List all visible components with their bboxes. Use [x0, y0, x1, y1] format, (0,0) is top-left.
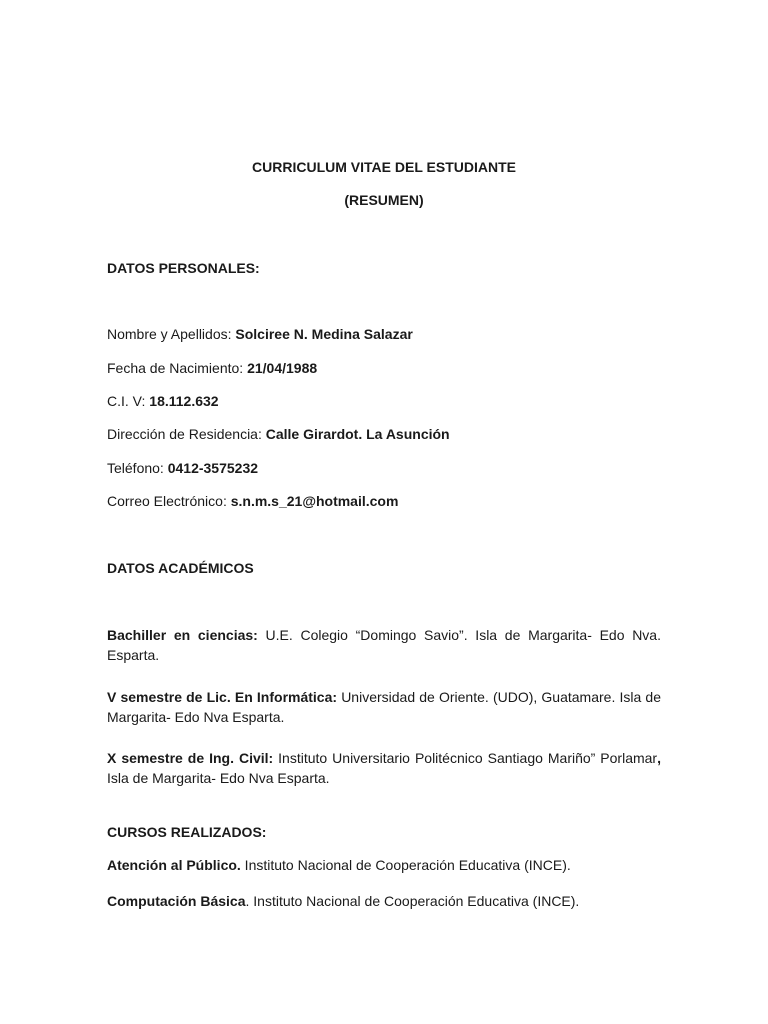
- field-email: [107, 491, 398, 511]
- field-value: 18.112.632: [149, 393, 219, 409]
- field-value: Solciree N. Medina Salazar: [235, 326, 413, 342]
- academic-entry-bachiller: [107, 625, 661, 665]
- entry-separator: ,: [657, 750, 661, 766]
- course-entry-computacion: [107, 891, 579, 911]
- field-birthdate: [107, 358, 317, 378]
- document-title: CURRICULUM VITAE DEL ESTUDIANTE: [252, 159, 516, 175]
- field-label: Nombre y Apellidos:: [107, 326, 236, 342]
- field-value: 0412-3575232: [167, 460, 259, 476]
- academic-entry-civil: [107, 748, 661, 788]
- field-label: C.I. V:: [107, 393, 150, 409]
- academic-entry-informatica: [107, 687, 661, 727]
- entry-title: Bachiller en ciencias:: [107, 627, 258, 643]
- section-heading-academic: DATOS ACADÉMICOS: [107, 560, 254, 576]
- field-value: 21/04/1988: [247, 360, 318, 376]
- field-value: s.n.m.s_21@hotmail.com: [230, 493, 399, 509]
- entry-detail: Isla de Margarita- Edo Nva Esparta.: [107, 770, 330, 786]
- entry-detail: . Instituto Nacional de Cooperación Educativa (INCE).: [245, 893, 580, 909]
- entry-title: V semestre de Lic. En Informática:: [107, 689, 338, 705]
- section-heading-personal: DATOS PERSONALES:: [107, 260, 260, 276]
- entry-title: X semestre de Ing. Civil:: [107, 750, 274, 766]
- course-entry-atencion: [107, 855, 571, 875]
- section-heading-courses: CURSOS REALIZADOS:: [107, 824, 267, 840]
- field-label: Dirección de Residencia:: [107, 426, 266, 442]
- entry-detail: Instituto Universitario Politécnico Santiago Mariño” Porlamar: [273, 750, 658, 766]
- entry-title: Atención al Público.: [107, 857, 241, 873]
- entry-detail: U.E. Colegio “Domingo Savio”. Isla de Margarita- Edo Nva. Esparta.: [107, 627, 661, 663]
- entry-title: Computación Básica: [107, 893, 246, 909]
- field-id-number: [107, 391, 219, 411]
- field-value: Calle Girardot. La Asunción: [265, 426, 450, 442]
- field-phone: [107, 458, 258, 478]
- field-label: Correo Electrónico:: [107, 493, 231, 509]
- field-label: Teléfono:: [107, 460, 168, 476]
- field-address: [107, 424, 450, 444]
- document-subtitle: (RESUMEN): [344, 192, 424, 208]
- entry-detail: Instituto Nacional de Cooperación Educativa (INCE).: [240, 857, 571, 873]
- entry-detail: Universidad de Oriente. (UDO), Guatamare. Isla de Margarita- Edo Nva Esparta.: [107, 689, 661, 725]
- field-name: [107, 324, 413, 344]
- field-label: Fecha de Nacimiento:: [107, 360, 248, 376]
